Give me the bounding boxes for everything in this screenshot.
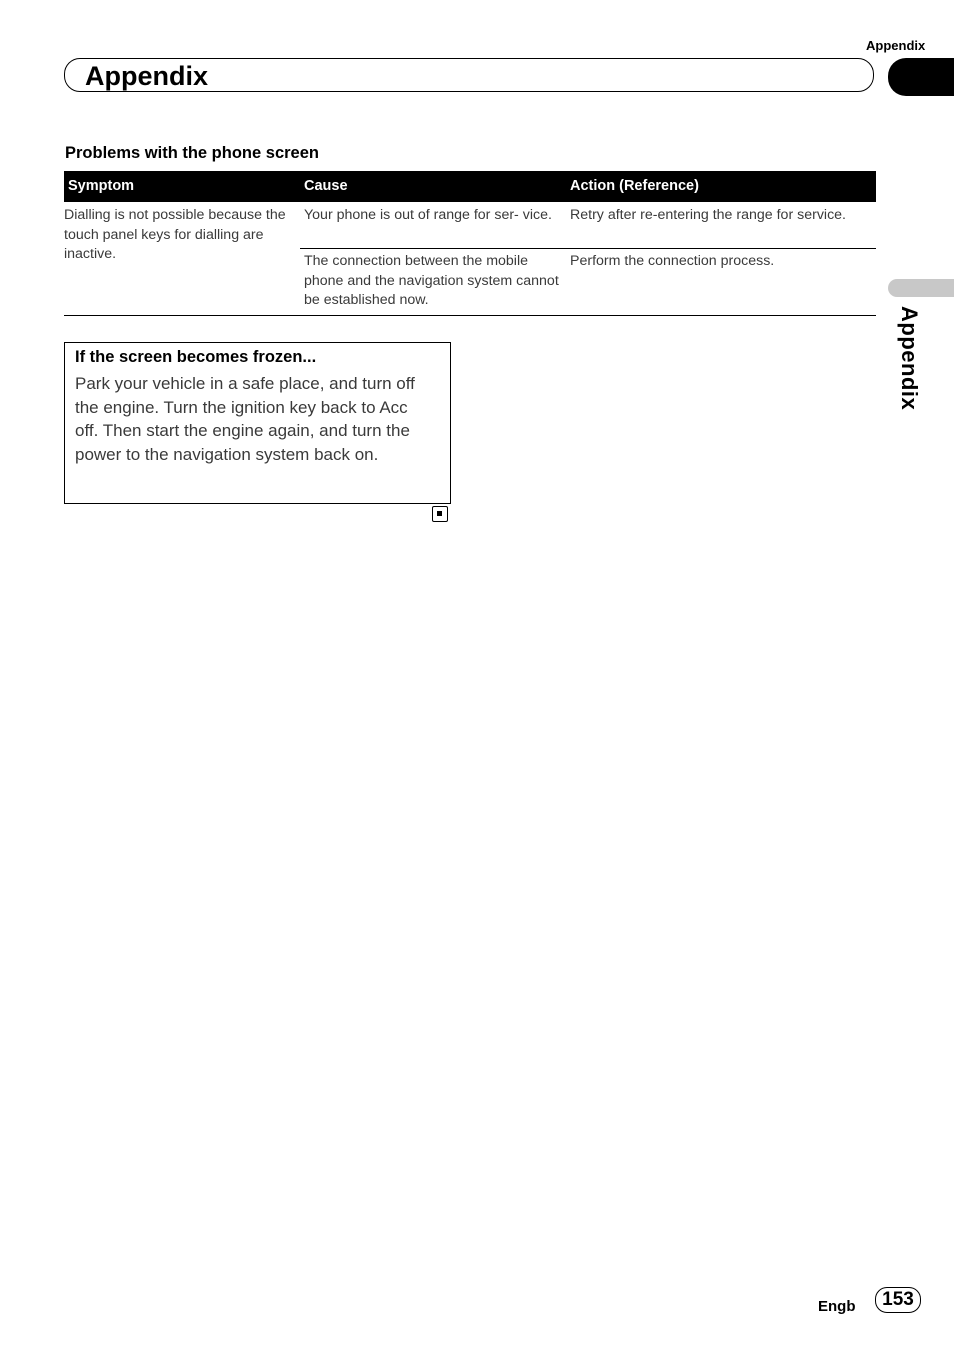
- chapter-tab: [888, 58, 954, 96]
- page-title: Appendix: [85, 61, 209, 91]
- title-bar: [64, 58, 874, 92]
- table-row: [64, 202, 876, 249]
- end-of-section-icon: [432, 506, 448, 522]
- troubleshooting-table: [64, 171, 876, 316]
- action-cell: Perform the connection process.: [566, 249, 876, 316]
- symptom-cell: Dialling is not possible because the touch panel keys for dialling are inactive.: [64, 202, 300, 315]
- column-header-action: Action (Reference): [566, 171, 876, 202]
- page-number: 153: [875, 1287, 921, 1313]
- note-title: If the screen becomes frozen...: [75, 348, 317, 366]
- column-header-cause: Cause: [300, 171, 566, 202]
- section-heading: Problems with the phone screen: [65, 144, 319, 162]
- running-head: Appendix: [866, 38, 926, 53]
- cause-cell: Your phone is out of range for ser- vice.: [304, 207, 552, 223]
- note-box: [64, 342, 451, 504]
- column-header-symptom: Symptom: [64, 171, 300, 202]
- side-tab-marker: [888, 279, 954, 297]
- table-header-row: [64, 171, 876, 202]
- side-tab-label: Appendix: [897, 306, 922, 411]
- action-cell: Retry after re-entering the range for service.: [570, 207, 846, 223]
- cause-cell: The connection between the mobile phone and the navigation system cannot be established now.: [300, 249, 566, 316]
- footer-language: Engb: [818, 1298, 856, 1315]
- note-body: Park your vehicle in a safe place, and turn off the engine. Turn the ignition key back to Acc off. Then start the engine again, and turn the power to the navigation system back on.: [75, 374, 415, 465]
